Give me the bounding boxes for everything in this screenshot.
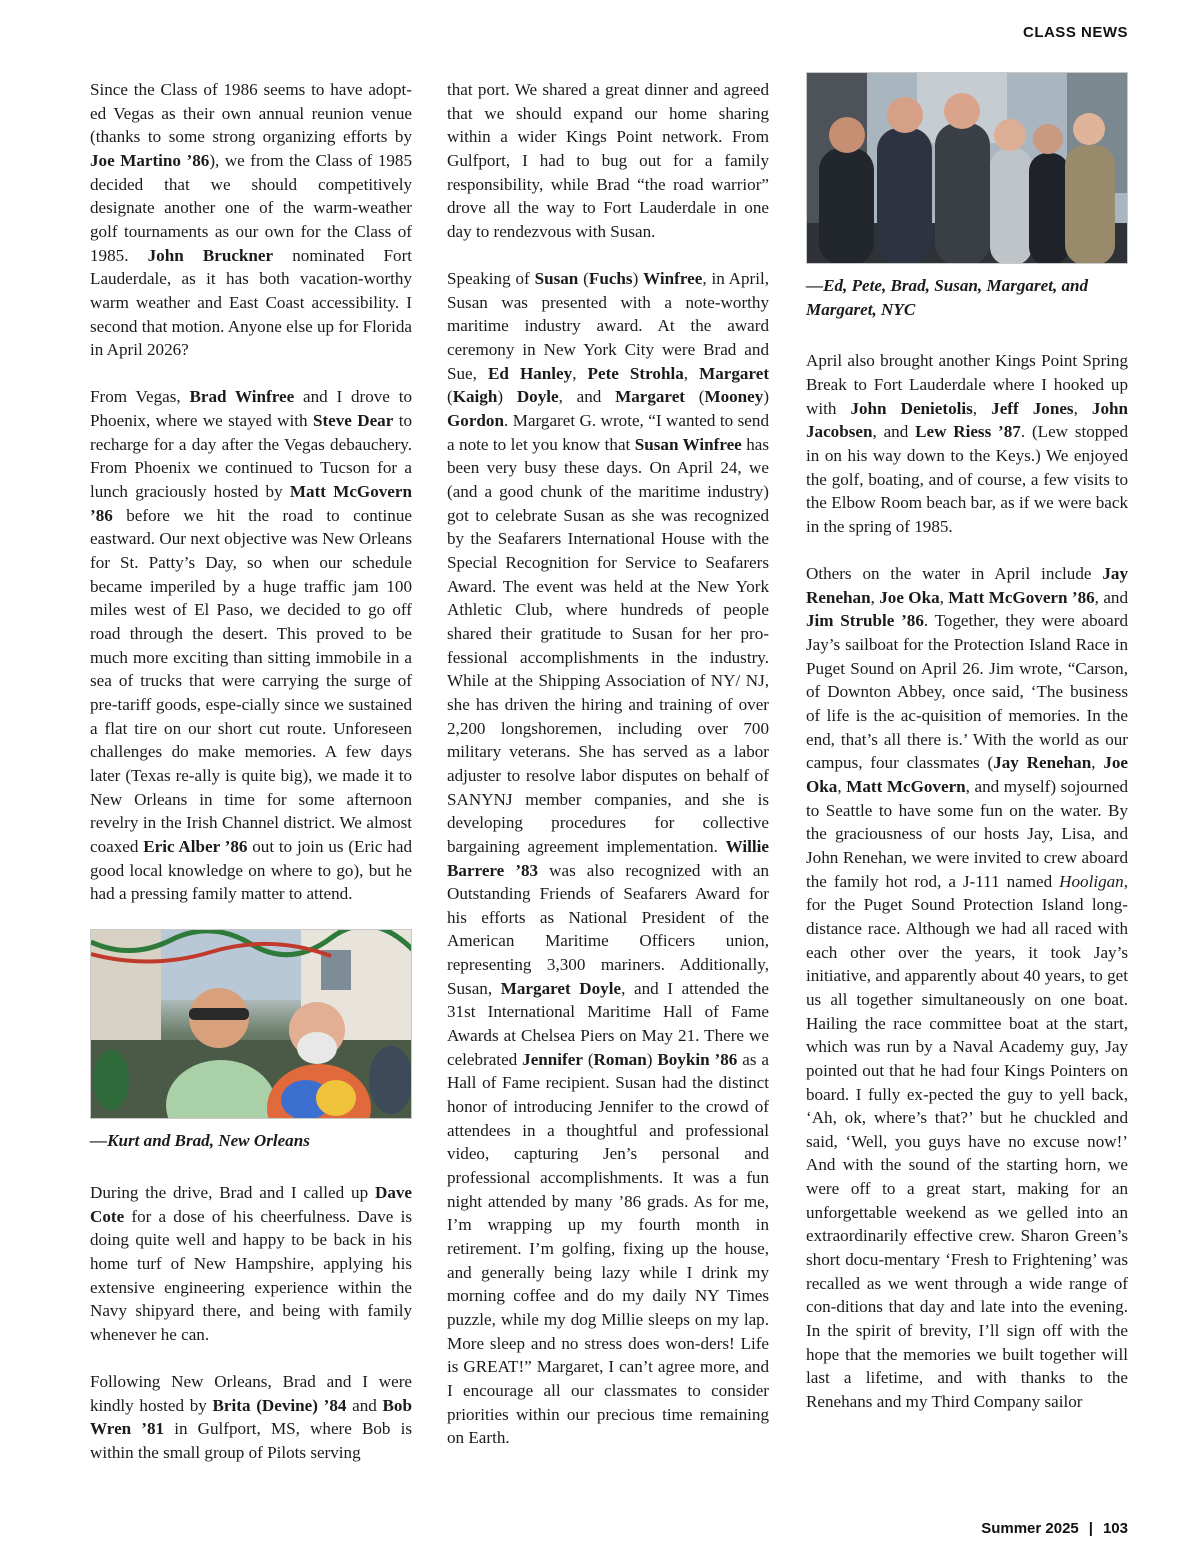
text-run: From Vegas, [90,387,190,407]
name-kaigh: Kaigh [452,387,498,407]
text-run: before we hit the road to continue eastward. Our next objective was New Orleans for St. Patty’s Day, so when our schedule became imperiled by a huge traffic jam 100 miles west of El Paso, we decided to go off road through the desert. This proved to be much more exciting than sitting immobile in a sea of trucks that were carrying the surge of pre-tariff goods, espe-cially since we sustained a flat tire on our short cut route. Unforeseen challenges do make memories. A few days later (Texas re-ally is quite big), we made it to New Orleans in time for some afternoon revelry in the Irish Channel district. We almost coaxed [90,505,412,856]
text-run: , [1091,753,1104,773]
name-john-bruckner: John Bruckner [147,245,274,265]
text-run: , [939,587,949,607]
text-run: ) [497,387,517,407]
text-run: ( [582,1049,594,1069]
text-run: , and I attended the 31st International Maritime Hall of Fame Awards at Chelsea Piers on May 21. There we celebrated [447,978,770,1069]
name-willie-barrere: Willie Barrere ’83 [447,836,769,880]
paragraph-class-of-1985 [90,78,412,362]
paragraph-dave-cote [90,1181,412,1347]
name-gordon: Gordon [447,411,504,431]
text-run: in Gulfport, MS, where Bob is within the small group of Pilots serving [90,1419,413,1463]
text-run: ) [763,387,770,407]
paragraph-road-trip [90,385,412,905]
text-run: has been very busy these days. On April 24, we (and a good chunk of the maritime industry) got to celebrate Susan as she was recognized by the Seafarers International House with the Special Recognition for Service to Seafarers Award. The event was held at the New York Athletic Club, where hundreds of people shared their gratitude to Susan for her pro-fessional accomplishments in the industry. While at the Shipping Association of NY/ NJ, she has driven the hiring and training of over 2,200 longshoremen, including over 700 military veterans. She has served as a labor adjuster to resolve labor disputes on behalf of SANYNJ member companies, and she is developing procedures for collective bargaining agreement implementation. [447,434,770,856]
text-run: ) [646,1049,658,1069]
photo-new-orleans [90,929,412,1119]
photo-nyc-image [807,73,1128,264]
name-eric-alber: Eric Alber ’86 [143,836,248,856]
name-jay-renehan: Jay Renehan [993,753,1092,773]
name-lew-riess: Lew Riess ’87 [915,422,1021,442]
name-fuchs: Fuchs [588,269,633,289]
text-run: , and [872,422,916,442]
section-header: CLASS NEWS [1022,24,1128,41]
name-john-denietolis: John Denietolis [850,398,973,418]
name-jeff-jones: Jeff Jones [991,398,1074,418]
paragraph-susan-winfree [447,267,769,1450]
text-run: and [346,1395,383,1415]
text-run: Others on the water in April include [806,564,1103,584]
text-run: Following New Orleans, Brad and I were kindly hosted by [90,1372,412,1415]
boat-name-hooligan: Hooligan [1059,871,1124,891]
name-joe-martino: Joe Martino ’86 [90,150,210,170]
name-brad-winfree: Brad Winfree [189,387,295,407]
name-margaret-doyle: Margaret Doyle [500,978,622,998]
name-ed-hanley: Ed Hanley [487,363,573,383]
name-joe-oka: Joe Oka [806,753,1129,796]
text-run: . Margaret G. wrote, “I wanted to send a note to let you know that [447,411,769,454]
name-mooney: Mooney [704,387,764,407]
name-jennifer: Jennifer [522,1049,583,1069]
text-run: and I drove to Phoenix, where we stayed with [90,387,412,431]
name-steve-dear: Steve Dear [312,411,394,431]
name-doyle: Doyle [516,387,559,407]
text-run: Since the Class of 1986 seems to have adopt-ed Vegas as their own annual reunion venue (thanks to some strong organizing efforts by [90,80,412,147]
footer-separator: | [1088,1520,1093,1537]
text-run: Speaking of [447,269,535,289]
name-susan-winfree: Susan Winfree [634,434,742,454]
text-run: , [683,363,700,383]
text-run: , [870,587,880,607]
photo-caption-nyc: —Ed, Pete, Brad, Susan, Margaret, and Margaret, NYC [806,276,1089,319]
name-brita-devine: Brita (Devine) ’84 [212,1395,347,1415]
text-run: , for the Puget Sound Protection Island long-distance race. Although we had all raced with each other over the years, it took Jay’s initiative, and apparently about 40 years, to get us all together simultaneously on one boat. Hailing the race committee boat at the start, which was run by a Naval Academy guy, Jay pointed out that he had four Kings Pointers on board. I fully ex-pected the guy to yell back, ‘Ah, ok, where’s that?’ but he chuckled and said, ‘Well, you guys have no excuse now!’ And with the sound of the starting horn, we were off to a great start, making for an unforgettable weekend as we gelled into an extraordinarily effective crew. Sharon Green’s short docu-mentary ‘Fresh to Frightening’ was recalled as we went through a wide range of con-ditions that day and late into the evening. In the spirit of brevity, I’ll sign off with the hope that the memories we built together will last a lifetime, and with thanks to the Renehans and my Third Company sailor [806,871,1128,1412]
name-matt-mcgovern: Matt McGovern ’86 [948,587,1095,607]
text-run: , and [1094,587,1128,607]
photo-nyc [806,72,1128,264]
name-susan: Susan [534,269,579,289]
text-run: ( [447,387,453,407]
text-run: During the drive, Brad and I called up [90,1182,375,1202]
text-run: , and [558,387,616,407]
text-run: ( [578,269,589,289]
text-run: , in April, Susan was presented with a note-worthy maritime industry award. At the award ceremony in New York City were Brad and Sue, [447,269,770,383]
name-roman: Roman [593,1049,647,1069]
text-run: out to join us (Eric had good local knowledge on where to go), but he had a pressing family matter to attend. [90,836,412,904]
text-run: , [837,776,847,796]
photo-new-orleans-image [91,930,412,1119]
text-run: . (Lew stopped in on his way down to the Keys.) We enjoyed the golf, boating, and of course, a few visits to the Elbow Room beach bar, as if we were back in the spring of 1985. [806,422,1128,536]
text-run: April also brought another Kings Point Spring Break to Fort Lauderdale where I hooked up with [806,351,1128,418]
paragraph-sailing [806,562,1128,1414]
photo-caption-new-orleans: —Kurt and Brad, New Orleans [90,1131,310,1151]
name-matt-mcgovern: Matt McGovern ’86 [90,482,412,525]
page-footer [981,1520,1128,1537]
name-dave-cote: Dave Cote [90,1182,412,1226]
paragraph-gulfport [90,1370,412,1465]
text-run: , [1073,398,1092,418]
issue-label: Summer 2025 [981,1520,1079,1537]
name-margaret: Margaret [615,387,685,407]
text-run: as a Hall of Fame recipient. Susan had the distinct honor of introducing Jennifer to the crowd of attendees in a thoughtful and professional video, capturing Jen’s personal and professional accomplishments. It was a fun night attended by many ’86 grads. As for me, I’m wrapping up my fourth month in retirement. I’m golfing, fixing up the house, and generally being lazy while I drink my morning coffee and do my daily NY Times puzzle, while my dog Millie sleeps on my lap. More sleep and no stress does won-ders! Life is GREAT!” Margaret, I can’t agree more, and I encourage all our classmates to consider priorities within our precious time remaining on Earth. [447,1049,770,1448]
paragraph-spring-break [806,349,1128,538]
text-run: ( [684,387,705,407]
page-number: 103 [1102,1520,1128,1537]
name-john-jacobsen: John Jacobsen [806,398,1129,442]
text-run: for a dose of his cheerfulness. Dave is doing quite well and happy to be back in his home turf of New Hampshire, applying his extensive engineering experience within the Navy shipyard there, and being with family whenever he can. [90,1206,412,1344]
column-3 [806,72,1128,1437]
name-matt-mcgovern: Matt McGovern [846,776,966,796]
name-jay-renehan: Jay Renehan [806,564,1128,607]
text-run: to recharge for a day after the Vegas debauchery. From Phoenix we continued to Tucson for a lunch graciously hosted by [90,411,413,501]
text-run: . Together, they were aboard Jay’s sailboat for the Protection Island Race in Puget Sound on April 26. Jim wrote, “Carson, of Downton Abbey, once said, ‘The business of life is the ac-quisition of memories. In the end, that’s all there is.’ With the world as our campus, four classmates ( [806,611,1128,773]
paragraph-gulfport-cont: that port. We shared a great dinner and agreed that we should expand our home sharing within a wider Kings Point network. From Gulfport, I had to bug out for a family responsibility, while Brad “the road warrior” drove all the way to Fort Lauderdale in one day to rendezvous with Susan. [447,80,769,241]
text-run: nominated Fort Lauderdale, as it has both vacation-worthy warm weather and East Coast accessibility. I second that motion. Anyone else up for Florida in April 2026? [90,245,413,360]
text-run: , [572,363,588,383]
column-2 [447,78,769,1473]
text-run: , [972,398,992,418]
name-pete-strohla: Pete Strohla [587,363,684,383]
name-boykin: Boykin ’86 [657,1049,738,1069]
name-jim-struble: Jim Struble ’86 [806,611,924,631]
text-run: was also recognized with an Outstanding Friends of Seafarers Award for his efforts as National President of the American Maritime Officers union, representing 3,300 mariners. Additionally, Susan, [447,860,769,998]
text-run: , and myself) sojourned to Seattle to have some fun on the water. By the graciousness of our hosts Jay, Lisa, and John Renehan, we were invited to crew aboard the family hot rod, a J-111 named [806,776,1129,891]
column-1 [90,78,412,1488]
name-winfree: Winfree [643,269,703,289]
name-bob-wren: Bob Wren ’81 [90,1395,412,1439]
text-run: ), we from the Class of 1985 decided that we should competitively designate another one of the warm-weather golf tournaments as our own for the Class of 1985. [90,150,413,265]
name-joe-oka: Joe Oka [879,587,940,607]
name-margaret: Margaret [699,363,770,383]
text-run: ) [632,269,644,289]
